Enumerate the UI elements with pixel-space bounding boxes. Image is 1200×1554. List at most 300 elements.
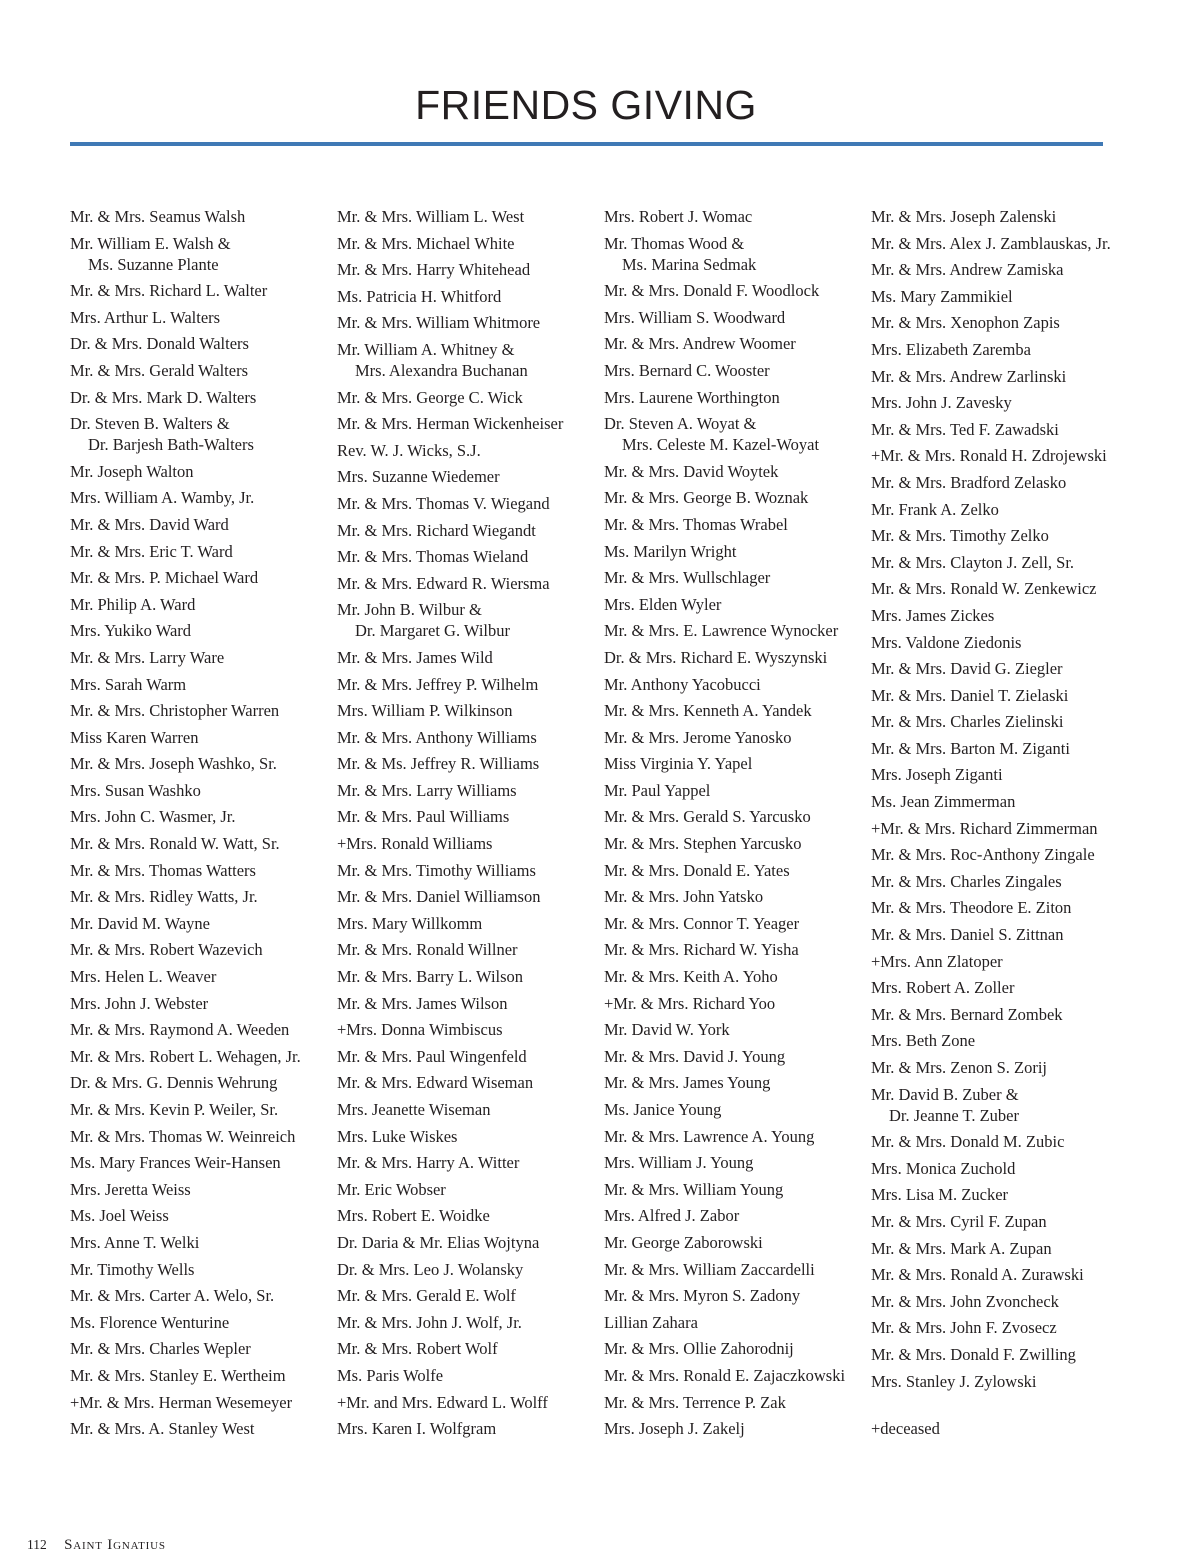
donor-entry: [604, 1259, 864, 1280]
donor-entry: [604, 280, 864, 301]
donor-name: Mr. & Mrs. Richard Wiegandt: [337, 520, 536, 540]
donor-entry: [871, 1264, 1131, 1285]
donor-entry: [337, 700, 597, 721]
donor-name: Mr. Thomas Wood &: [604, 233, 745, 253]
donor-name: Ms. Mary Zammikiel: [871, 286, 1013, 306]
donor-name: Mr. & Mrs. Ronald E. Zajaczkowski: [604, 1365, 846, 1385]
page-number: 112: [27, 1537, 47, 1552]
donor-name: Mr. William A. Whitney &: [337, 339, 515, 359]
donor-name: Mrs. Robert A. Zoller: [871, 978, 1015, 998]
donor-entry: [70, 206, 330, 227]
donor-entry: [337, 286, 597, 307]
donor-entry: [604, 939, 864, 960]
donor-name: Mrs. Valdone Ziedonis: [871, 632, 1022, 652]
donor-entry: [871, 525, 1131, 546]
donor-entry: [604, 780, 864, 801]
donor-entry: [604, 387, 864, 408]
donor-name: Mrs. Lisa M. Zucker: [871, 1185, 1009, 1205]
donor-entry: [337, 1232, 597, 1253]
donor-name: Mrs. William J. Young: [604, 1153, 754, 1173]
donor-name: Mr. & Mrs. P. Michael Ward: [70, 568, 259, 588]
donor-name: Mr. & Mrs. George B. Woznak: [604, 488, 809, 508]
donor-entry: [604, 413, 864, 455]
donor-entry: [70, 541, 330, 562]
donor-entry: [604, 1019, 864, 1040]
donor-entry: [604, 620, 864, 641]
donor-name: +Mr. and Mrs. Edward L. Wolff: [337, 1392, 548, 1412]
donor-name: Mr. & Mrs. Robert L. Wehagen, Jr.: [70, 1046, 301, 1066]
donor-column-2: [337, 206, 597, 1445]
donor-name: Miss Karen Warren: [70, 727, 199, 747]
donor-name: Mr. & Mrs. Donald M. Zubic: [871, 1132, 1065, 1152]
donor-name: Mrs. Sarah Warm: [70, 674, 187, 694]
donor-entry: [604, 514, 864, 535]
donor-name: Mr. & Mrs. Herman Wickenheiser: [337, 414, 564, 434]
donor-name: Mrs. William S. Woodward: [604, 307, 786, 327]
donor-entry: [337, 860, 597, 881]
donor-name: Mr. & Mrs. Robert Wolf: [337, 1339, 498, 1359]
donor-name: Mr. & Mrs. Donald F. Zwilling: [871, 1344, 1076, 1364]
donor-column-3: [604, 206, 864, 1445]
donor-entry: [871, 685, 1131, 706]
donor-name: Rev. W. J. Wicks, S.J.: [337, 440, 481, 460]
donor-name: Mrs. James Zickes: [871, 605, 995, 625]
donor-entry: [70, 1365, 330, 1386]
donor-entry: [871, 1291, 1131, 1312]
donor-name: Mr. & Mrs. Andrew Zamiska: [871, 260, 1064, 280]
donor-name: Mr. & Mrs. Anthony Williams: [337, 727, 537, 747]
donor-entry: [604, 753, 864, 774]
donor-name: Mr. & Mrs. Kevin P. Weiler, Sr.: [70, 1100, 279, 1119]
donor-name: Dr. & Mrs. G. Dennis Wehrung: [70, 1073, 278, 1093]
donor-name: Mr. & Mrs. David J. Young: [604, 1046, 786, 1066]
donor-name: Mrs. Suzanne Wiedemer: [337, 467, 500, 487]
donor-name: Mr. & Mrs. Andrew Woomer: [604, 334, 796, 354]
donor-name: Mr. & Mrs. Ronald W. Watt, Sr.: [70, 834, 280, 854]
donor-entry: [871, 286, 1131, 307]
donor-entry: [70, 727, 330, 748]
donor-name: Mr. & Mrs. Daniel S. Zittnan: [871, 925, 1064, 945]
donor-entry: [70, 1232, 330, 1253]
donor-entry: [337, 599, 597, 641]
donor-name: Mr. & Mrs. Seamus Walsh: [70, 207, 246, 226]
donor-entry: [604, 913, 864, 934]
donor-entry: [604, 1205, 864, 1226]
donor-name: Lillian Zahara: [604, 1312, 698, 1332]
donor-entry: [337, 233, 597, 254]
donor-entry: [604, 1285, 864, 1306]
donor-name: Mr. & Mrs. Daniel T. Zielaski: [871, 685, 1069, 705]
donor-name: Mr. & Mrs. Larry Williams: [337, 780, 517, 800]
donor-entry: [337, 206, 597, 227]
donor-entry: [604, 487, 864, 508]
donor-name: Mr. & Mrs. Stanley E. Wertheim: [70, 1365, 286, 1385]
donor-name: Mr. & Mrs. Terrence P. Zak: [604, 1392, 786, 1412]
donor-name: Ms. Florence Wenturine: [70, 1312, 230, 1332]
donor-entry: [70, 700, 330, 721]
donor-entry: [70, 1259, 330, 1280]
donor-name-continued: Mrs. Celeste M. Kazel-Woyat: [622, 435, 820, 455]
donor-name: Mr. & Mrs. Thomas Wrabel: [604, 514, 788, 534]
donor-entry: [604, 727, 864, 748]
donor-name: Mr. George Zaborowski: [604, 1232, 763, 1252]
donor-name: Mrs. Elizabeth Zaremba: [871, 339, 1031, 359]
donor-entry: [70, 461, 330, 482]
donor-name: Mr. & Mrs. Donald E. Yates: [604, 860, 790, 880]
donor-name: Mr. & Mrs. Connor T. Yeager: [604, 913, 800, 933]
donor-name: +Mr. & Mrs. Richard Zimmerman: [871, 818, 1098, 838]
donor-entry: [871, 977, 1131, 998]
donor-name: Mr. & Mrs. Thomas V. Wiegand: [337, 493, 550, 513]
donor-name: Mrs. Jeanette Wiseman: [337, 1100, 491, 1119]
donor-entry: [337, 939, 597, 960]
donor-name: Mrs. Anne T. Welki: [70, 1232, 200, 1252]
donor-entry: [871, 499, 1131, 520]
donor-entry: [337, 440, 597, 461]
donor-entry: [871, 844, 1131, 865]
donor-name: Dr. Steven B. Walters &: [70, 414, 230, 434]
donor-name: Mr. Joseph Walton: [70, 461, 194, 481]
donor-name: Dr. & Mrs. Leo J. Wolansky: [337, 1259, 524, 1279]
donor-name: Mr. Timothy Wells: [70, 1259, 195, 1279]
donor-name: Mr. Paul Yappel: [604, 780, 711, 800]
donor-entry: [604, 806, 864, 827]
donor-entry: [604, 233, 864, 275]
donor-entry: [871, 1030, 1131, 1051]
donor-entry: [604, 993, 864, 1014]
donor-name: Mrs. Joseph Ziganti: [871, 765, 1003, 785]
donor-name: Ms. Marilyn Wright: [604, 541, 737, 561]
donor-entry: [70, 806, 330, 827]
donor-entry: [871, 1004, 1131, 1025]
donor-name: Mr. & Mrs. Myron S. Zadony: [604, 1286, 801, 1306]
donor-name: Mr. & Mrs. Barton M. Ziganti: [871, 738, 1070, 758]
donor-name: Ms. Joel Weiss: [70, 1206, 169, 1226]
deceased-note: +deceased: [871, 1418, 940, 1438]
donor-entry: [871, 233, 1131, 254]
donor-column-1: [70, 206, 330, 1445]
donor-entry: [871, 1131, 1131, 1152]
donor-entry: [871, 1238, 1131, 1259]
donor-name: Mr. & Mrs. Harry A. Witter: [337, 1153, 520, 1173]
donor-entry: [70, 1338, 330, 1359]
donor-entry: [604, 647, 864, 668]
donor-entry: [871, 658, 1131, 679]
donor-name: Mr. & Mrs. Ronald A. Zurawski: [871, 1265, 1084, 1285]
donor-entry: [337, 806, 597, 827]
donor-entry: [604, 594, 864, 615]
donor-name: Mrs. Elden Wyler: [604, 594, 722, 614]
donor-entry: [70, 913, 330, 934]
donor-entry: [70, 860, 330, 881]
donor-entry: [70, 620, 330, 641]
donor-entry: [871, 1344, 1131, 1365]
donor-entry: [70, 413, 330, 455]
donor-entry: [604, 1099, 864, 1120]
donor-name: +Mrs. Ann Zlatoper: [871, 951, 1003, 971]
donor-name: Mr. & Mrs. Thomas Wieland: [337, 547, 529, 567]
donor-name: Mrs. Monica Zuchold: [871, 1158, 1016, 1178]
donor-entry: [871, 578, 1131, 599]
donor-name: Mr. & Mrs. Richard L. Walter: [70, 281, 268, 301]
donor-name: Mr. & Mrs. Donald F. Woodlock: [604, 281, 820, 301]
donor-entry: [871, 632, 1131, 653]
donor-name: Mr. & Mrs. William Zaccardelli: [604, 1259, 815, 1279]
donor-name: Mr. & Mrs. Mark A. Zupan: [871, 1238, 1052, 1258]
donor-entry: [70, 1285, 330, 1306]
donor-name: Mr. & Mrs. Xenophon Zapis: [871, 313, 1060, 333]
donor-name: Mr. Frank A. Zelko: [871, 499, 999, 519]
donor-name: Mrs. Robert J. Womac: [604, 207, 753, 226]
donor-name: Mrs. John C. Wasmer, Jr.: [70, 807, 236, 827]
donor-name: Mr. & Mrs. Kenneth A. Yandek: [604, 701, 812, 721]
donor-name: +Mr. & Mrs. Richard Yoo: [604, 993, 776, 1013]
donor-name: Mr. & Mrs. Daniel Williamson: [337, 887, 541, 907]
donor-name: Mr. & Mrs. Paul Wingenfeld: [337, 1046, 527, 1066]
donor-entry: [871, 366, 1131, 387]
donor-name: Mr. Philip A. Ward: [70, 594, 196, 614]
donor-name: Mrs. John J. Zavesky: [871, 393, 1012, 413]
donor-name: Mrs. Mary Willkomm: [337, 913, 483, 933]
donor-name: Ms. Patricia H. Whitford: [337, 286, 502, 306]
donor-entry: [871, 791, 1131, 812]
donor-entry: [604, 700, 864, 721]
donor-name: Mrs. Joseph J. Zakelj: [604, 1419, 745, 1439]
donor-name: Mrs. Luke Wiskes: [337, 1126, 458, 1146]
donor-name: Mr. & Mrs. Ted F. Zawadski: [871, 419, 1059, 439]
donor-entry: [337, 1312, 597, 1333]
donor-name: +Mrs. Ronald Williams: [337, 834, 493, 854]
donor-entry: [70, 1392, 330, 1413]
donor-entry: [70, 780, 330, 801]
donor-entry: [604, 1179, 864, 1200]
donor-entry: [70, 1179, 330, 1200]
donor-entry: [871, 897, 1131, 918]
donor-name: Mr. & Mrs. William Young: [604, 1179, 784, 1199]
donor-name: Mr. John B. Wilbur &: [337, 600, 482, 620]
donor-name: Mr. William E. Walsh &: [70, 233, 231, 253]
donor-column-4: [871, 206, 1131, 1439]
donor-name: Mr. & Mrs. John Yatsko: [604, 887, 764, 907]
donor-name: Mr. & Mrs. Cyril F. Zupan: [871, 1211, 1047, 1231]
donor-entry: [70, 360, 330, 381]
donor-name: Mrs. Arthur L. Walters: [70, 307, 221, 327]
donor-entry: [604, 966, 864, 987]
donor-entry: [871, 1317, 1131, 1338]
donor-entry: [70, 233, 330, 275]
donor-name: Mr. & Mrs. Bradford Zelasko: [871, 472, 1067, 492]
donor-name: Mr. & Mrs. Thomas W. Weinreich: [70, 1126, 296, 1146]
donor-entry: [871, 339, 1131, 360]
donor-entry: [70, 1099, 330, 1120]
donor-entry: [337, 413, 597, 434]
donor-entry: [337, 993, 597, 1014]
donor-entry: [337, 1418, 597, 1439]
donor-name: Mr. & Mrs. Ridley Watts, Jr.: [70, 887, 258, 907]
donor-name: Dr. & Mrs. Donald Walters: [70, 334, 249, 354]
donor-entry: [70, 647, 330, 668]
donor-name: Dr. Daria & Mr. Elias Wojtyna: [337, 1232, 540, 1252]
donor-entry: [604, 360, 864, 381]
donor-entry: [337, 1338, 597, 1359]
donor-entry: [70, 753, 330, 774]
donor-entry: [871, 1371, 1131, 1392]
donor-name: Mrs. Stanley J. Zylowski: [871, 1371, 1037, 1391]
donor-entry: [871, 818, 1131, 839]
donor-name-continued: Dr. Jeanne T. Zuber: [889, 1105, 1019, 1125]
donor-name: Mr. & Mrs. James Young: [604, 1073, 771, 1093]
donor-entry: [337, 387, 597, 408]
donor-entry: [871, 472, 1131, 493]
donor-name: Mr. & Mrs. Jeffrey P. Wilhelm: [337, 674, 539, 694]
donor-entry: [604, 1312, 864, 1333]
donor-entry: [337, 1046, 597, 1067]
donor-entry: [337, 727, 597, 748]
donor-entry: [604, 1072, 864, 1093]
donor-name: Mr. & Mrs. Gerald E. Wolf: [337, 1286, 516, 1306]
donor-name: Mr. & Mrs. Alex J. Zamblauskas, Jr.: [871, 233, 1111, 253]
donor-name: Mr. & Mrs. Timothy Zelko: [871, 526, 1049, 546]
donor-name: Mr. & Mrs. William Whitmore: [337, 313, 541, 333]
donor-entry: [604, 886, 864, 907]
donor-entry: [70, 1072, 330, 1093]
donor-entry: [604, 1392, 864, 1413]
donor-entry: [871, 871, 1131, 892]
donor-entry: [70, 966, 330, 987]
donor-entry: [604, 1232, 864, 1253]
donor-entry: [70, 1152, 330, 1173]
donor-entry: [337, 647, 597, 668]
donor-name: Mr. & Mrs. Harry Whitehead: [337, 260, 531, 280]
donor-name: Mr. & Mrs. Gerald S. Yarcusko: [604, 807, 811, 827]
donor-entry: [70, 833, 330, 854]
donor-entry: [604, 1046, 864, 1067]
donor-name: Dr. & Mrs. Richard E. Wyszynski: [604, 647, 828, 667]
donor-entry: [70, 307, 330, 328]
donor-entry: [70, 514, 330, 535]
donor-entry: [70, 886, 330, 907]
donor-entry: [871, 1211, 1131, 1232]
donor-name: Mr. & Mrs. George C. Wick: [337, 387, 523, 407]
donor-entry: [604, 1126, 864, 1147]
page-title: FRIENDS GIVING: [415, 82, 757, 128]
donor-entry: [337, 1205, 597, 1226]
donor-entry: [604, 567, 864, 588]
donor-name: Mr. & Mrs. Ronald Willner: [337, 940, 518, 960]
donor-entry: [70, 594, 330, 615]
donor-name: Mr. & Mrs. Joseph Zalenski: [871, 207, 1057, 226]
donor-name: Mr. & Mrs. Edward Wiseman: [337, 1073, 534, 1093]
donor-name: Mr. David M. Wayne: [70, 913, 210, 933]
donor-entry: [604, 860, 864, 881]
donor-name: Mr. & Mrs. Charles Zingales: [871, 871, 1062, 891]
donor-entry: [337, 1392, 597, 1413]
donor-name: Mrs. Karen I. Wolfgram: [337, 1419, 497, 1439]
donor-entry: [871, 924, 1131, 945]
donor-name: Mr. & Mrs. Andrew Zarlinski: [871, 366, 1067, 386]
donor-name: Mr. & Mrs. A. Stanley West: [70, 1419, 255, 1439]
donor-name: +Mrs. Donna Wimbiscus: [337, 1020, 503, 1040]
donor-name: Mr. & Mrs. Christopher Warren: [70, 701, 280, 721]
donor-name: Ms. Janice Young: [604, 1100, 722, 1119]
donor-name: Mr. & Mrs. Ollie Zahorodnij: [604, 1339, 794, 1359]
donor-name: Mr. & Mrs. John F. Zvosecz: [871, 1318, 1057, 1338]
donor-name: Miss Virginia Y. Yapel: [604, 754, 753, 774]
donor-entry: [337, 966, 597, 987]
page-footer: [27, 1537, 166, 1554]
donor-entry: [70, 1418, 330, 1439]
donor-entry: [871, 259, 1131, 280]
donor-name: Dr. & Mrs. Mark D. Walters: [70, 387, 257, 407]
donor-name: Mr. & Mrs. Carter A. Welo, Sr.: [70, 1286, 275, 1306]
donor-name: Mr. & Mrs. Ronald W. Zenkewicz: [871, 579, 1097, 599]
donor-entry: [337, 674, 597, 695]
donor-entry: [337, 1285, 597, 1306]
donor-name: Mr. & Mrs. James Wild: [337, 647, 493, 667]
donor-entry: [604, 1365, 864, 1386]
donor-name-continued: Dr. Margaret G. Wilbur: [355, 621, 510, 641]
donor-entry: [337, 339, 597, 381]
donor-entry: [337, 886, 597, 907]
donor-name: Mr. & Mrs. Roc-Anthony Zingale: [871, 845, 1095, 865]
donor-name: +Mr. & Mrs. Herman Wesemeyer: [70, 1392, 293, 1412]
donor-entry: [70, 993, 330, 1014]
donor-entry: [871, 312, 1131, 333]
donor-entry: [337, 546, 597, 567]
donor-name: Mr. & Mrs. Raymond A. Weeden: [70, 1020, 290, 1040]
donor-name: Mr. & Mrs. Wullschlager: [604, 568, 771, 588]
donor-name: Mr. & Mrs. Larry Ware: [70, 647, 225, 667]
donor-name: Mr. David W. York: [604, 1020, 730, 1040]
donor-entry: [70, 674, 330, 695]
donor-entry: [604, 307, 864, 328]
donor-entry: [337, 520, 597, 541]
donor-name: Mrs. Susan Washko: [70, 780, 201, 800]
donor-name: Mr. & Mrs. Keith A. Yoho: [604, 967, 778, 987]
donor-entry: [871, 764, 1131, 785]
donor-entry: [337, 1365, 597, 1386]
donor-entry: [604, 541, 864, 562]
donor-name: Mr. Anthony Yacobucci: [604, 674, 761, 694]
donor-entry: [337, 753, 597, 774]
donor-name: Mr. & Mrs. Bernard Zombek: [871, 1004, 1063, 1024]
donor-entry: [604, 674, 864, 695]
donor-entry: [337, 1259, 597, 1280]
donor-name: Mr. & Mrs. John J. Wolf, Jr.: [337, 1312, 522, 1332]
donor-name: Mr. & Mrs. Theodore E. Ziton: [871, 898, 1072, 918]
donor-name: Mrs. Bernard C. Wooster: [604, 360, 770, 380]
donor-entry: [70, 487, 330, 508]
donor-entry: [70, 387, 330, 408]
donor-entry: [871, 951, 1131, 972]
donor-name: Mrs. Alfred J. Zabor: [604, 1206, 740, 1226]
donor-name: Mr. & Mrs. Gerald Walters: [70, 360, 249, 380]
donor-name: Mr. & Mrs. David Ward: [70, 514, 229, 534]
donor-entry: [337, 259, 597, 280]
donor-name: Mr. & Mrs. Charles Wepler: [70, 1339, 251, 1359]
donor-entry: [70, 1312, 330, 1333]
donor-entry: [871, 392, 1131, 413]
donor-name: Mr. & Mrs. Edward R. Wiersma: [337, 573, 550, 593]
donor-name: Ms. Paris Wolfe: [337, 1365, 444, 1385]
donor-entry: [337, 1179, 597, 1200]
donor-entry: [604, 833, 864, 854]
donor-entry: [604, 206, 864, 227]
donor-name: Mr. & Mrs. Michael White: [337, 233, 515, 253]
donor-entry: [871, 552, 1131, 573]
donor-name: Ms. Jean Zimmerman: [871, 792, 1016, 812]
donor-name: Mrs. Laurene Worthington: [604, 387, 780, 407]
